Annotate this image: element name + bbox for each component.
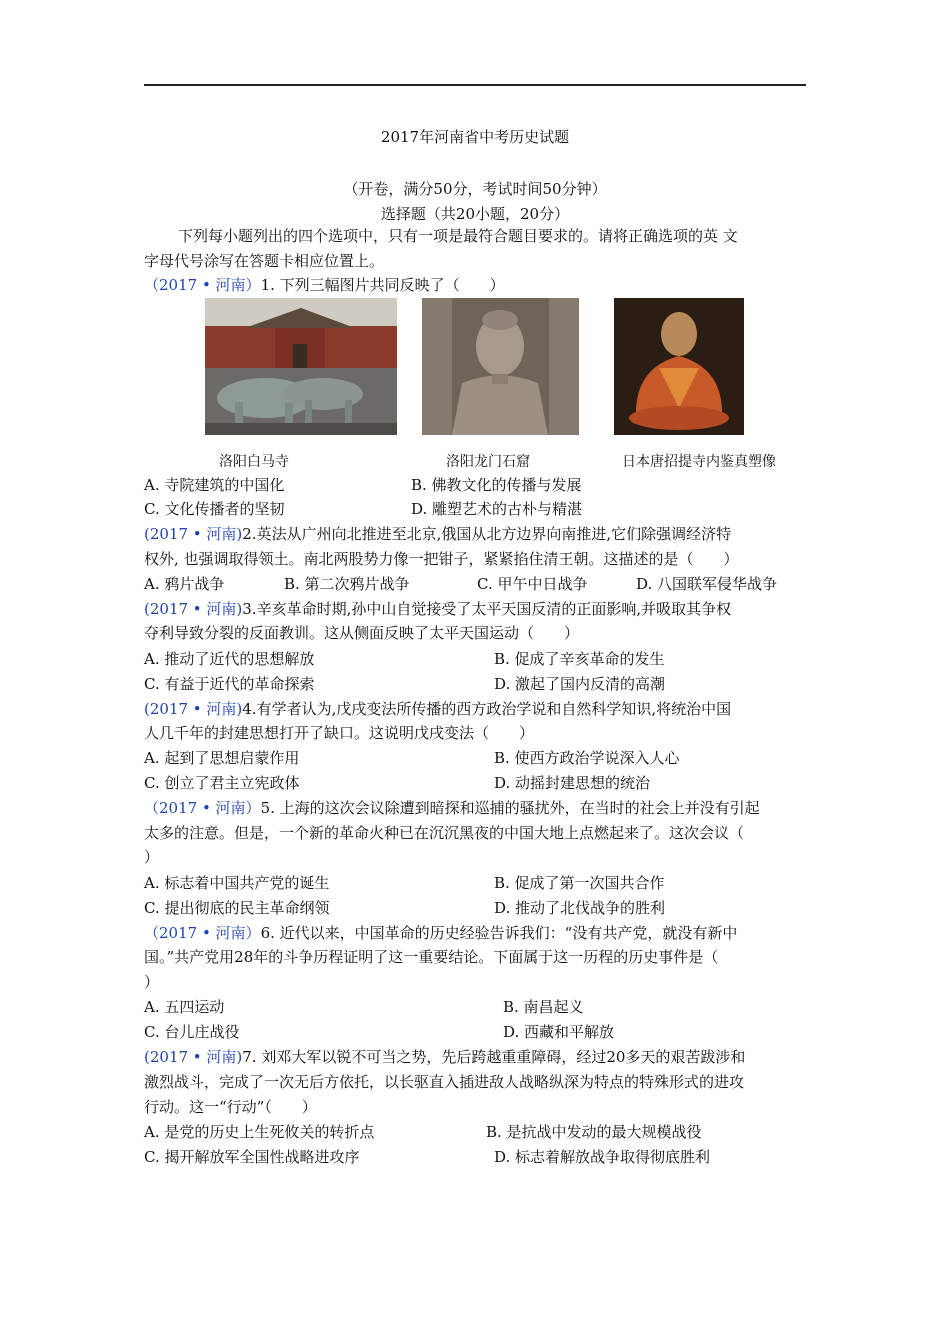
question-7-stem-1: (2017 • 河南)7. 刘邓大军以锐不可当之势，先后跨越重重障碍，经过20多天的艰苦跋涉和 xyxy=(144,1048,746,1066)
q1-option-a: A. 寺院建筑的中国化 xyxy=(144,476,285,494)
question-6-stem-1: （2017 • 河南）6. 近代以来，中国革命的历史经验告诉我们：“没有共产党，就没有新中 xyxy=(144,924,738,942)
question-5-stem-3: ） xyxy=(144,848,160,866)
q3-option-d: D. 激起了国内反清的高潮 xyxy=(494,675,666,693)
q5-option-a: A. 标志着中国共产党的诞生 xyxy=(144,874,330,892)
jianzhen-statue-image xyxy=(614,298,744,435)
question-tag: (2017 • 河南) xyxy=(144,525,243,543)
q1-option-b: B. 佛教文化的传播与发展 xyxy=(411,476,582,494)
q2-option-c: C. 甲午中日战争 xyxy=(477,575,588,593)
instruction-line-2: 字母代号涂写在答题卡相应位置上。 xyxy=(144,252,385,270)
page-title: 2017年河南省中考历史试题 xyxy=(380,128,570,146)
question-1-stem: （2017 • 河南）1. 下列三幅图片共同反映了（ ） xyxy=(144,276,505,294)
q5-option-c: C. 提出彻底的民主革命纲领 xyxy=(144,899,330,917)
longmen-grottoes-image xyxy=(422,298,579,435)
question-2-stem-2: 权外, 也强调取得领土。南北两股势力像一把钳子，紧紧掐住清王朝。这描述的是（ ） xyxy=(144,550,739,568)
instruction-line-1: 下列每小题列出的四个选项中，只有一项是最符合题目要求的。请将正确选项的英 文 xyxy=(178,227,738,245)
q4-option-c: C. 创立了君主立宪政体 xyxy=(144,774,300,792)
question-3-stem-2: 夺利导致分裂的反面教训。这从侧面反映了太平天国运动（ ） xyxy=(144,624,580,642)
q7-option-a: A. 是党的历史上生死攸关的转折点 xyxy=(144,1123,375,1141)
q1-option-d: D. 雕塑艺术的古朴与精湛 xyxy=(411,500,583,518)
question-tag: (2017 • 河南) xyxy=(144,700,243,718)
question-tag: (2017 • 河南) xyxy=(144,1048,243,1066)
question-tag: （2017 • 河南） xyxy=(144,924,261,942)
q3-option-a: A. 推动了近代的思想解放 xyxy=(144,650,315,668)
question-4-stem-1: (2017 • 河南)4.有学者认为,戊戌变法所传播的西方政治学说和自然科学知识,将统治中国 xyxy=(144,700,732,718)
question-tag: （2017 • 河南） xyxy=(144,799,261,817)
q4-option-b: B. 使西方政治学说深入人心 xyxy=(494,749,680,767)
question-7-stem-3: 行动。这一“行动”（ ） xyxy=(144,1098,317,1116)
q7-option-c: C. 揭开解放军全国性战略进攻序 xyxy=(144,1148,360,1166)
q7-option-d: D. 标志着解放战争取得彻底胜利 xyxy=(494,1148,711,1166)
q2-option-a: A. 鸦片战争 xyxy=(144,575,225,593)
q3-option-b: B. 促成了辛亥革命的发生 xyxy=(494,650,665,668)
question-tag: （2017 • 河南） xyxy=(144,276,261,294)
image-caption-2: 洛阳龙门石窟 xyxy=(446,454,530,470)
baima-temple-image xyxy=(205,298,397,435)
question-6-stem-2: 国。”共产党用28年的斗争历程证明了这一重要结论。下面属于这一历程的历史事件是（ xyxy=(144,948,719,966)
q6-option-a: A. 五四运动 xyxy=(144,998,225,1016)
question-5-stem-1: （2017 • 河南）5. 上海的这次会议除遭到暗探和巡捕的骚扰外，在当时的社会上并没有引起 xyxy=(144,799,760,817)
question-7-stem-2: 激烈战斗，完成了一次无后方依托，以长驱直入插进敌人战略纵深为特点的特殊形式的进攻 xyxy=(144,1073,745,1091)
q6-option-d: D. 西藏和平解放 xyxy=(503,1023,615,1041)
section-heading: 选择题（共20小题，20分） xyxy=(380,205,570,223)
q5-option-d: D. 推动了北伐战争的胜利 xyxy=(494,899,666,917)
q2-option-b: B. 第二次鸦片战争 xyxy=(284,575,410,593)
question-4-stem-2: 人几千年的封建思想打开了缺口。这说明戊戌变法（ ） xyxy=(144,724,535,742)
q6-option-b: B. 南昌起义 xyxy=(503,998,584,1016)
q5-option-b: B. 促成了第一次国共合作 xyxy=(494,874,665,892)
exam-info: （开卷，满分50分，考试时间50分钟） xyxy=(343,180,607,198)
question-3-stem-1: (2017 • 河南)3.辛亥革命时期,孙中山自觉接受了太平天国反清的正面影响,并吸取其争权 xyxy=(144,600,732,618)
q2-option-d: D. 八国联军侵华战争 xyxy=(636,575,778,593)
q3-option-c: C. 有益于近代的革命探索 xyxy=(144,675,315,693)
q4-option-a: A. 起到了思想启蒙作用 xyxy=(144,749,300,767)
question-2-stem-1: (2017 • 河南)2.英法从广州向北推进至北京,俄国从北方边界向南推进,它们除强调经济特 xyxy=(144,525,732,543)
q7-option-b: B. 是抗战中发动的最大规模战役 xyxy=(486,1123,702,1141)
q6-option-c: C. 台儿庄战役 xyxy=(144,1023,240,1041)
question-tag: (2017 • 河南) xyxy=(144,600,243,618)
header-rule xyxy=(144,84,806,86)
q4-option-d: D. 动摇封建思想的统治 xyxy=(494,774,651,792)
image-caption-1: 洛阳白马寺 xyxy=(219,454,289,470)
image-caption-3: 日本唐招提寺内鉴真塑像 xyxy=(622,454,776,470)
question-5-stem-2: 太多的注意。但是，一个新的革命火种已在沉沉黑夜的中国大地上点燃起来了。这次会议（ xyxy=(144,824,745,842)
q1-option-c: C. 文化传播者的坚韧 xyxy=(144,500,285,518)
question-6-stem-3: ） xyxy=(144,973,160,991)
